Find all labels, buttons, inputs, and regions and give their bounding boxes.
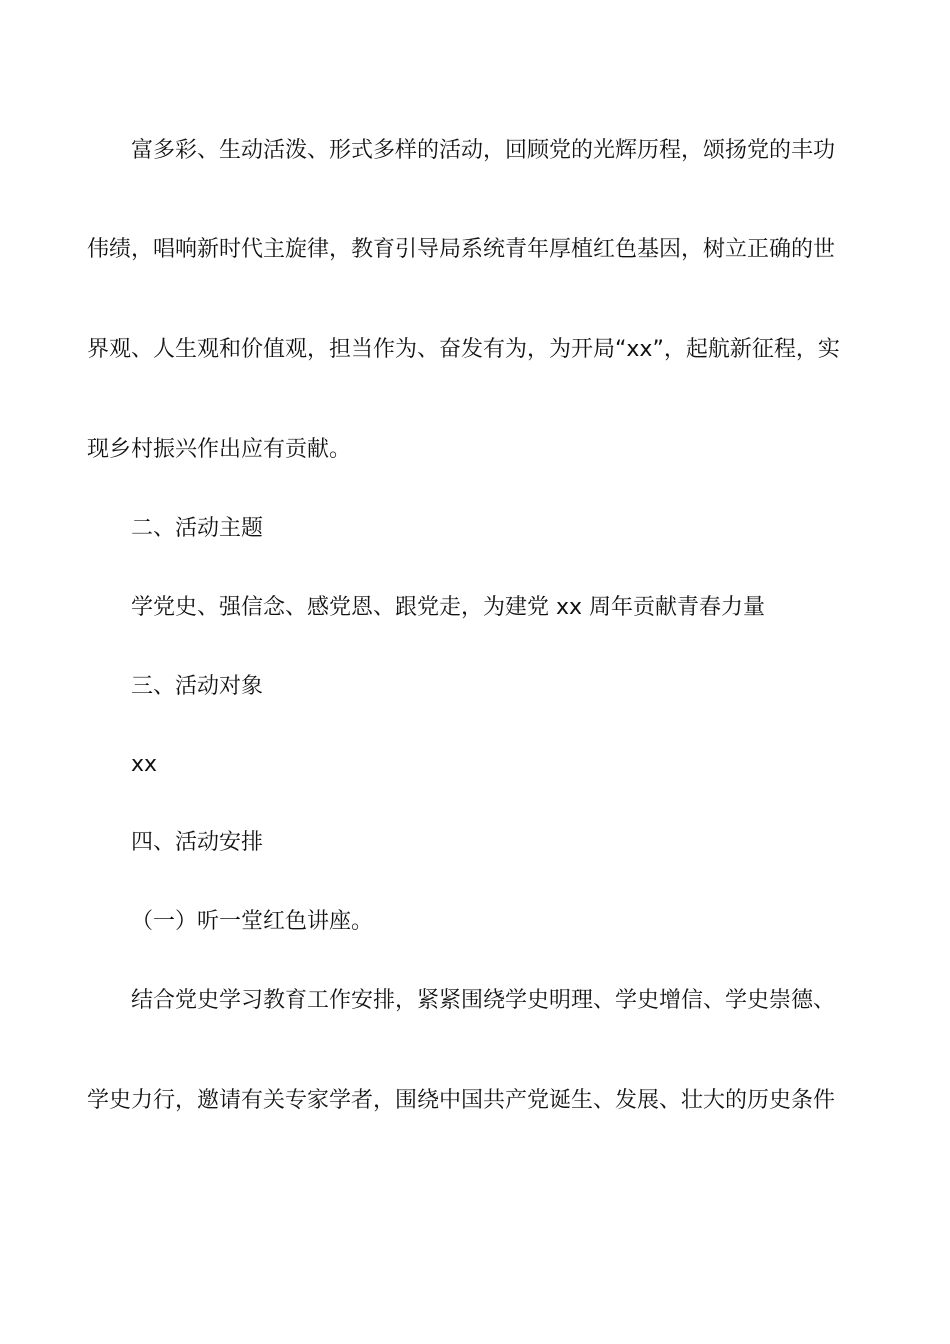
paragraph-line: 伟绩，唱响新时代主旋律，教育引导局系统青年厚植红色基因，树立正确的世 — [87, 237, 836, 262]
paragraph-line: 现乡村振兴作出应有贡献。 — [87, 437, 352, 462]
section-heading: 四、活动安排 — [131, 830, 264, 855]
paragraph-line: 富多彩、生动活泼、形式多样的活动，回顾党的光辉历程，颂扬党的丰功 — [131, 138, 836, 163]
paragraph-line: 界观、人生观和价值观，担当作为、奋发有为，为开局“xx”，起航新征程，实 — [87, 337, 840, 362]
subsection-heading: （一）听一堂红色讲座。 — [131, 909, 374, 934]
section-heading: 二、活动主题 — [131, 516, 264, 541]
section-heading: 三、活动对象 — [131, 674, 264, 699]
section-body: xx — [131, 752, 158, 777]
paragraph-line: 结合党史学习教育工作安排，紧紧围绕学史明理、学史增信、学史崇德、 — [131, 988, 836, 1013]
section-body: 学党史、强信念、感党恩、跟党走，为建党 xx 周年贡献青春力量 — [131, 595, 766, 620]
paragraph-line: 学史力行，邀请有关专家学者，围绕中国共产党诞生、发展、壮大的历史条件 — [87, 1088, 836, 1113]
